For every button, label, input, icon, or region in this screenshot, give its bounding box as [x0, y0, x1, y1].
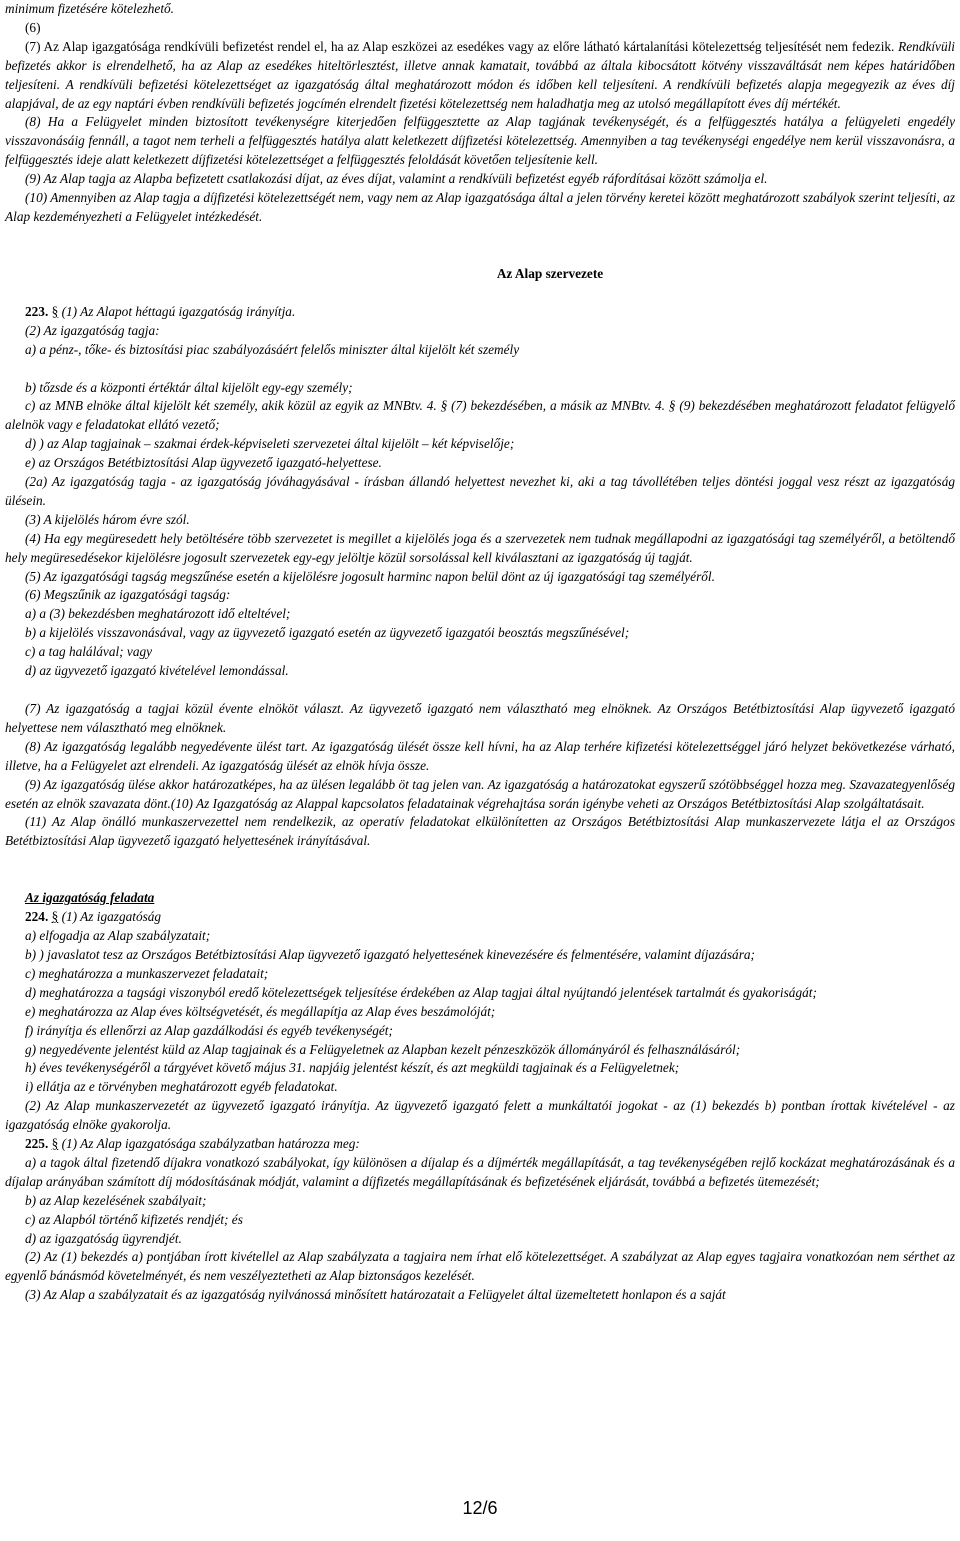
list-item: e) meghatározza az Alap éves költségvetését, és megállapítja az Alap éves beszámolóját;	[25, 1003, 496, 1019]
section-symbol: §	[51, 909, 59, 925]
paragraph: minimum fizetésére kötelezhető.	[5, 1, 174, 16]
list-item: a) a pénz-, tőke- és biztosítási piac szabályozásáért felelős miniszter által kijelölt két személy	[25, 341, 520, 357]
list-item: d) az igazgatóság ügyrendjét.	[25, 1230, 182, 1246]
list-item: b) az Alap kezelésének szabályait;	[25, 1192, 207, 1208]
text-run: (1) Az Alap igazgatósága szabályzatban határozza meg:	[61, 1136, 360, 1152]
spacer	[5, 360, 955, 379]
text-run: (1) Az Alapot héttagú igazgatóság irányítja.	[61, 303, 296, 319]
list-item: b) tőzsde és a központi értéktár által kijelölt egy-egy személy;	[25, 379, 353, 395]
section-heading-board-tasks: Az igazgatóság feladata	[25, 890, 155, 906]
section-225-title	[5, 1135, 955, 1154]
page-number: 12/6	[462, 1498, 498, 1518]
paragraph-6-7	[5, 38, 955, 114]
list-item: d) ) az Alap tagjainak – szakmai érdek-képviseleti szervezetei által kijelölt – két képviselője;	[25, 436, 515, 452]
text-run: (7) Az Alap igazgatósága rendkívüli befizetést rendel el, ha az Alap eszközei az esedékes vagy az előre látható kártalanítási kötelezettség teljesítését nem fedezik.	[25, 38, 895, 54]
list-item: g) negyedévente jelentést küld az Alap tagjainak és a Felügyeletnek az Alapban kezelt pénzeszközök állományáról és felhasználásáról;	[25, 1041, 741, 1057]
section-heading-organization: Az Alap szervezete	[496, 265, 604, 281]
paragraph: (2a) Az igazgatóság tagja - az igazgatóság jóváhagyásával - írásban állandó helyettest nevezhet ki, aki a tag távollétében teljes döntési joggal vesz részt az igazgatóság ülésein.	[5, 474, 955, 508]
paragraph-10: (10) Amennyiben az Alap tagja a díjfizetési kötelezettségét nem, vagy nem az Alap igazgatósága által a jelen törvény keretei között meghatározott szabályok szerint teljesíti, az Alap kezdeményezheti a Felügyelet intézkedését.	[5, 190, 955, 224]
paragraph: (2) Az igazgatóság tagja:	[25, 322, 160, 338]
list-item: d) az ügyvezető igazgató kivételével lemondással.	[25, 663, 289, 679]
list-item: h) éves tevékenységéről a tárgyévet követő május 31. napjáig jelentést készít, és azt megküldi tagjainak és a Felügyeletnek;	[25, 1060, 680, 1076]
list-item: b) a kijelölés visszavonásával, vagy az ügyvezető igazgató esetén az ügyvezető igazgatói beosztás megszűnésével;	[25, 625, 630, 641]
list-item: c) az MNB elnöke által kijelölt két személy, akik közül az egyik az MNBtv. 4. § (7) bekezdésében, a másik az MNBtv. 4. § (9) bekezdésében meghatározott feladatot felügyelő alelnök vagy e feladatokat ellátó vezető;	[5, 398, 955, 433]
text-run: Rendkívüli befizetés akkor is elrendelhető, ha az Alap az esedékes hiteltörlesztést, illetve annak kamatait, továbbá az általa kibocsátott kötvény visszaváltását nem képes határidőben teljesíteni. A rendkívüli befizetési kötelezettséget az igazgatóság által meghatározott módon és időben kell teljesíteni. A rendkívüli befizetés alapja megegyezik az éves díj alapjával, de az egy naptári évben rendkívüli befizetés jogcímén elrendelt fizetési kötelezettség nem haladhatja meg az utolsó megállapított éves díj mértékét.	[5, 38, 955, 111]
paragraph: (5) Az igazgatósági tagság megszűnése esetén a kijelölésre jogosult harminc napon belül dönt az új igazgatósági tag személyéről.	[25, 568, 715, 584]
paragraph: (6) Megszűnik az igazgatósági tagság:	[25, 587, 231, 603]
section-number: 224.	[25, 909, 49, 925]
paragraph: (11) Az Alap önálló munkaszervezettel nem rendelkezik, az operatív feladatokat elkülönítetten az Országos Betétbiztosítási Alap munkaszervezete látja el az Országos Betétbiztosítási Alap ügyvezető igazgató helyettesének irányításával.	[5, 814, 955, 849]
text-run: (1) Az igazgatóság	[61, 909, 162, 925]
list-item: a) a tagok által fizetendő díjakra vonatkozó szabályokat, így különösen a díjalap és a díjmérték megállapítását, a tag tevékenységében rejlő kockázat meghatározásának és a díjalap arányában számított díj módosításának módját, valamint a díjfizetés megállapításának és befizetésének eljárását, továbbá a befizetés ütemezését;	[5, 1154, 955, 1189]
spacer	[5, 851, 955, 889]
list-item: c) meghatározza a munkaszervezet feladatait;	[25, 965, 269, 981]
spacer	[5, 681, 955, 700]
paragraph: (3) Az Alap a szabályzatait és az igazgatóság nyilvánossá minősített határozatait a Felügyelet által üzemeltetett honlapon és a saját	[25, 1287, 726, 1303]
list-item: e) az Országos Betétbiztosítási Alap ügyvezető igazgató-helyettese.	[25, 455, 382, 471]
list-item: b) ) javaslatot tesz az Országos Betétbiztosítási Alap ügyvezető igazgató helyettesének kinevezésére és felmentésére, valamint díjazására;	[25, 946, 755, 962]
section-number: 223.	[25, 303, 49, 319]
spacer	[5, 284, 955, 303]
section-symbol: §	[51, 1136, 59, 1152]
list-item: i) ellátja az e törvényben meghatározott egyéb feladatokat.	[25, 1079, 338, 1095]
paragraph-8: (8) Ha a Felügyelet minden biztosított tevékenységre kiterjedően felfüggesztette az Alap tagjának tevékenységét, és a felfüggesztés hatálya a felügyeleti engedély visszavonásáig fennáll, a tagot nem terheli a felfüggesztés hatálya alatt keletkezett díjfizetési kötelezettség. Amennyiben a tag tevékenységi engedélye nem kerül visszavonásra, a felfüggesztés ideje alatt keletkezett díjfizetési kötelezettséget a felfüggesztés feloldását követően teljesítenie kell.	[5, 114, 955, 168]
paragraph: (6)	[25, 19, 41, 35]
paragraph: (7) Az igazgatóság a tagjai közül évente elnököt választ. Az ügyvezető igazgató nem választható meg elnöknek. Az Országos Betétbiztosítási Alap ügyvezető igazgató helyettese nem választható meg elnöknek.	[5, 701, 955, 735]
section-symbol: §	[51, 303, 59, 319]
list-item: a) elfogadja az Alap szabályzatait;	[25, 928, 211, 944]
list-item: c) a tag halálával; vagy	[25, 644, 153, 660]
section-224-title	[5, 908, 955, 927]
list-item: f) irányítja és ellenőrzi az Alap gazdálkodási és egyéb tevékenységét;	[25, 1022, 393, 1038]
paragraph: (9) Az igazgatóság ülése akkor határozatképes, ha az ülésen legalább öt tag jelen van. Az igazgatóság a határozatokat egyszerű szótöbbséggel hozza meg. Szavazategyenlőség esetén az elnök szavazata dönt.(10) Az Igazgatóság az Alappal kapcsolatos feladatainak végrehajtása során igénybe veheti az Országos Betétbiztosítási Alap szolgáltatásait.	[5, 776, 955, 811]
paragraph: (3) A kijelölés három évre szól.	[25, 511, 190, 527]
document-page	[5, 0, 955, 1305]
paragraph: (2) Az (1) bekezdés a) pontjában írott kivétellel az Alap szabályzata a tagjaira nem írhat elő kötelezettséget. A szabályzat az Alap egyes tagjaira vonatkozóan nem sérthet az egyenlő bánásmód követelményét, és nem veszélyeztetheti az Alap biztonságos kezelését.	[5, 1249, 955, 1284]
paragraph-9: (9) Az Alap tagja az Alapba befizetett csatlakozási díjat, az éves díjat, valamint a rendkívüli befizetést egyéb ráfordításai között számolja el.	[25, 171, 768, 187]
list-item: a) a (3) bekezdésben meghatározott idő elteltével;	[25, 606, 291, 622]
paragraph: (2) Az Alap munkaszervezetét az ügyvezető igazgató irányítja. Az ügyvezető igazgató felett a munkáltatói jogokat - az (1) bekezdés b) pontban írottak kivételével - az igazgatóság elnöke gyakorolja.	[5, 1098, 955, 1133]
list-item: d) meghatározza a tagsági viszonyból eredő kötelezettségek teljesítése érdekében az Alap tagjai által nyújtandó jelentések tartalmát és gyakoriságát;	[25, 984, 817, 1000]
paragraph: (8) Az igazgatóság legalább negyedévente ülést tart. Az igazgatóság ülését össze kell hívni, ha az Alap terhére kifizetési kötelezettséggel járó helyzet bekövetkezése várható, illetve, ha a Felügyelet azt elrendeli. Az igazgatóság ülését az elnök hívja össze.	[5, 738, 955, 773]
section-223-title	[5, 303, 955, 322]
list-item: c) az Alapból történő kifizetés rendjét; és	[25, 1211, 243, 1227]
spacer	[5, 227, 955, 265]
paragraph: (4) Ha egy megüresedett hely betöltésére több szervezetet is megillet a kijelölés joga és a szervezetek nem tudnak megállapodni az igazgatósági tag személyéről, a betöltendő hely megüresedésekor kijelölésre jogosult szervezetek egy-egy jelöltje közül sorsolással kell kiválasztani az igazgatóság új tagját.	[5, 530, 955, 565]
section-number: 225.	[25, 1136, 49, 1152]
